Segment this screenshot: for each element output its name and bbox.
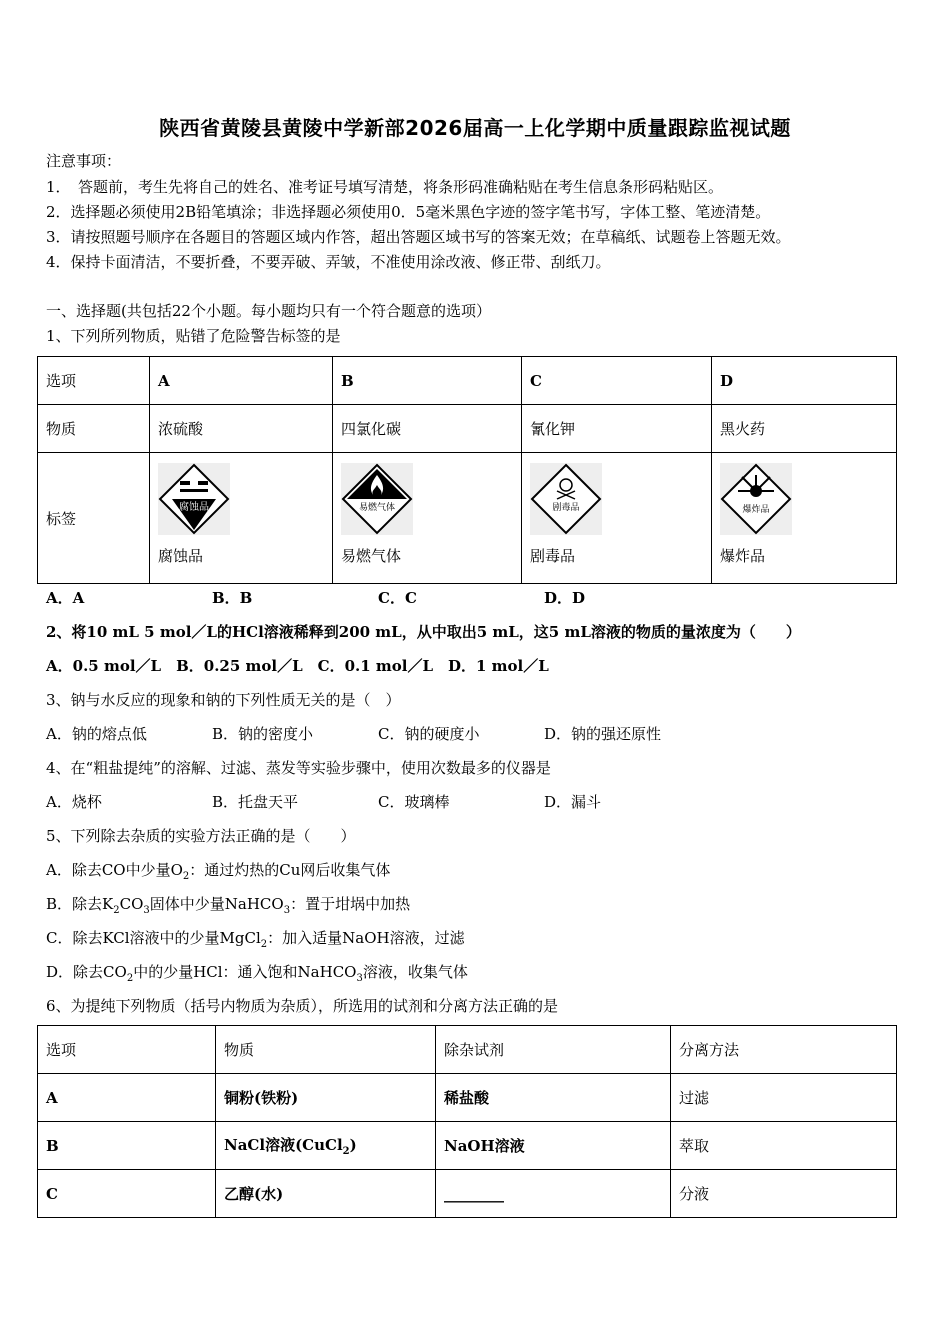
q3-stem: 3、钠与水反应的现象和钠的下列性质无关的是（ ）: [46, 691, 401, 709]
table-row: [38, 453, 897, 584]
table-cell: NaOH溶液: [436, 1122, 671, 1170]
flammable-icon: [341, 463, 413, 535]
notice-item-1: 1． 答题前，考生先将自己的姓名、准考证号填写清楚，将条形码准确粘贴在考生信息条形码粘贴区。: [46, 178, 724, 196]
option[interactable]: C．玻璃棒: [378, 793, 450, 811]
q2-stem: 2、将10 mL 5 mol／L的HCl溶液稀释到200 mL，从中取出5 mL，这5 mL溶液的物质的量浓度为（ ）: [46, 623, 801, 641]
table-cell: 分液: [671, 1170, 897, 1218]
table-cell: 黑火药: [712, 405, 897, 453]
q5-option-c[interactable]: C．除去KCl溶液中的少量MgCl$_2$：加入适量NaOH溶液，过滤: [46, 929, 465, 950]
table-cell: B: [333, 357, 522, 405]
sign-label: 腐蚀品: [158, 547, 204, 565]
corrosive-icon: [158, 463, 230, 535]
table-row: [38, 1074, 897, 1122]
svg-text:腐蚀品: 腐蚀品: [179, 502, 209, 513]
q5-option-b[interactable]: B．除去$K_2CO_3$固体中少量NaHCO$_3$：置于坩埚中加热: [46, 895, 411, 916]
q5-stem: 5、下列除去杂质的实验方法正确的是（ ）: [46, 827, 356, 845]
option[interactable]: C．C: [378, 589, 417, 607]
option[interactable]: B．钠的密度小: [212, 725, 314, 743]
notice-heading: 注意事项：: [46, 152, 122, 170]
table-row: [38, 1026, 897, 1074]
table-cell: 乙醇(水): [216, 1170, 436, 1218]
q1-stem: 1、下列所列物质，贴错了危险警告标签的是: [46, 327, 341, 345]
option[interactable]: D．钠的强还原性: [544, 725, 662, 743]
q1-options: [46, 588, 585, 608]
table-cell: NaCl溶液(CuCl$_2$): [216, 1122, 436, 1170]
sign-label: 剧毒品: [530, 547, 576, 565]
option[interactable]: B．托盘天平: [212, 793, 299, 811]
option[interactable]: D．D: [544, 589, 586, 607]
table-cell: B: [38, 1122, 216, 1170]
q4-stem: 4、在“粗盐提纯”的溶解、过滤、蒸发等实验步骤中，使用次数最多的仪器是: [46, 759, 551, 777]
sign-label: 爆炸品: [720, 547, 766, 565]
table-row: [38, 405, 897, 453]
option[interactable]: A．钠的熔点低: [46, 725, 147, 743]
section-heading: 一、选择题(共包括22个小题。每小题均只有一个符合题意的选项）: [46, 302, 491, 320]
table-cell: [150, 453, 333, 584]
q2-options[interactable]: A．0.5 mol／L B．0.25 mol／L C．0.1 mol／L D．1 mol／L: [46, 657, 549, 675]
table-cell: C: [38, 1170, 216, 1218]
option[interactable]: A．烧杯: [46, 793, 102, 811]
notice-item-3: 3．请按照题号顺序在各题目的答题区域内作答，超出答题区域书写的答案无效；在草稿纸、试题卷上答题无效。: [46, 228, 791, 246]
notice-item-4: 4．保持卡面清洁，不要折叠，不要弄破、弄皱，不准使用涂改液、修正带、刮纸刀。: [46, 253, 611, 271]
explosive-icon: [720, 463, 792, 535]
table-cell: 物质: [38, 405, 150, 453]
q5-option-d[interactable]: D．除去$CO_2$中的少量HCl：通入饱和NaHCO$_3$溶液，收集气体: [46, 963, 468, 984]
table-cell: [333, 453, 522, 584]
table-cell: 浓硫酸: [150, 405, 333, 453]
svg-text:剧毒品: 剧毒品: [552, 503, 580, 513]
sign-label: 易燃气体: [341, 547, 402, 565]
q5-option-a[interactable]: A．除去CO中少量$O_2$：通过灼热的Cu网后收集气体: [46, 861, 391, 882]
toxic-icon: [530, 463, 602, 535]
table-cell: 标签: [38, 453, 150, 584]
table-cell: A: [150, 357, 333, 405]
notice-item-2: 2．选择题必须使用2B铅笔填涂；非选择题必须使用0．5毫米黑色字迹的签字笔书写，字体工整、笔迹清楚。: [46, 203, 771, 221]
svg-text:易燃气体: 易燃气体: [358, 503, 396, 513]
table-row: [38, 1170, 897, 1218]
table-cell: 稀盐酸: [436, 1074, 671, 1122]
q6-stem: 6、为提纯下列物质（括号内物质为杂质），所选用的试剂和分离方法正确的是: [46, 997, 559, 1015]
table-cell: 铜粉(铁粉): [216, 1074, 436, 1122]
option[interactable]: B．B: [212, 589, 253, 607]
table-cell: 萃取: [671, 1122, 897, 1170]
table-header: 选项: [38, 1026, 216, 1074]
q6-table: [37, 1025, 897, 1218]
table-cell: [522, 453, 712, 584]
table-row: [38, 1122, 897, 1170]
table-cell: ________: [436, 1170, 671, 1218]
table-header: 物质: [216, 1026, 436, 1074]
table-cell: C: [522, 357, 712, 405]
table-cell: 选项: [38, 357, 150, 405]
option[interactable]: A．A: [46, 589, 85, 607]
table-header: 分离方法: [671, 1026, 897, 1074]
table-header: 除杂试剂: [436, 1026, 671, 1074]
table-cell: 四氯化碳: [333, 405, 522, 453]
option[interactable]: D．漏斗: [544, 793, 602, 811]
q4-options: [46, 792, 601, 812]
table-cell: A: [38, 1074, 216, 1122]
table-cell: 过滤: [671, 1074, 897, 1122]
table-cell: 氰化钾: [522, 405, 712, 453]
svg-text:爆炸品: 爆炸品: [742, 505, 770, 515]
q3-options: [46, 724, 661, 744]
table-cell: [712, 453, 897, 584]
page-title: 陕西省黄陵县黄陵中学新部2026届高一上化学期中质量跟踪监视试题: [159, 116, 791, 140]
q1-table: [37, 356, 897, 584]
table-cell: D: [712, 357, 897, 405]
table-row: [38, 357, 897, 405]
option[interactable]: C．钠的硬度小: [378, 725, 480, 743]
